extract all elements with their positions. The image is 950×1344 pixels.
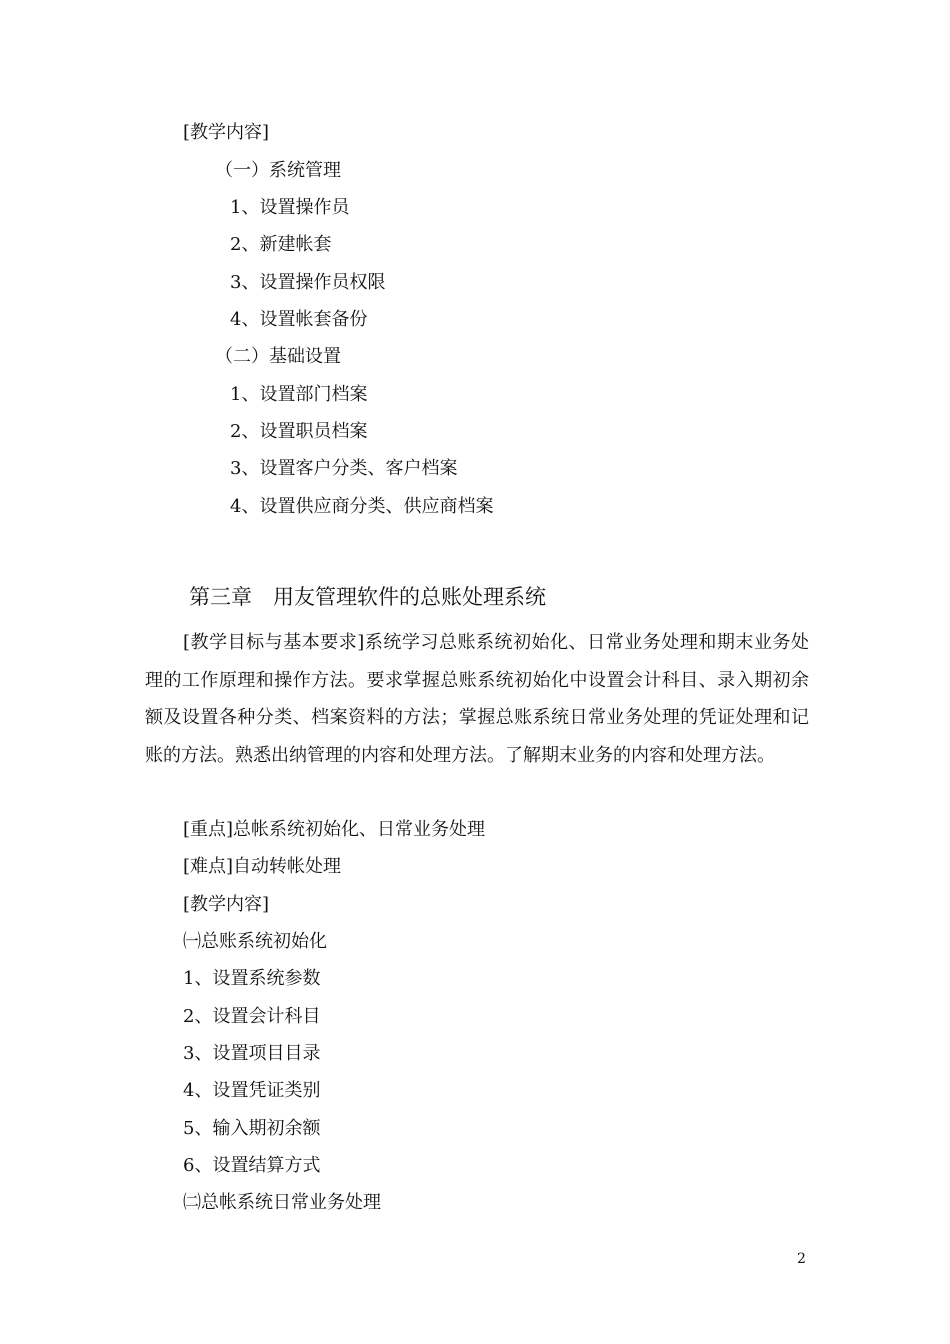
list-item: 3、设置操作员权限	[230, 272, 386, 293]
list-item: 1、设置部门档案	[230, 384, 368, 405]
section-heading: [教学内容]	[183, 122, 270, 143]
list-item: 4、设置供应商分类、供应商档案	[230, 496, 494, 517]
group-title-basic-settings: （二）基础设置	[215, 346, 341, 367]
list-item: 1、设置系统参数	[183, 968, 321, 989]
list-item: 2、新建帐套	[230, 234, 332, 255]
list-item: 3、设置项目目录	[183, 1043, 321, 1064]
list-item: 4、设置凭证类别	[183, 1080, 321, 1101]
key-points: [重点]总帐系统初始化、日常业务处理	[183, 819, 486, 840]
list-item: 2、设置会计科目	[183, 1006, 321, 1027]
part-title-ledger-init: ㈠总账系统初始化	[183, 931, 327, 952]
group-title-system-management: （一）系统管理	[215, 160, 341, 181]
list-item: 4、设置帐套备份	[230, 309, 368, 330]
list-item: 3、设置客户分类、客户档案	[230, 458, 458, 479]
content-heading: [教学内容]	[183, 894, 270, 915]
objectives-paragraph: [教学目标与基本要求]系统学习总账系统初始化、日常业务处理和期末业务处理的工作原理和操作方法。要求掌握总账系统初始化中设置会计科目、录入期初余额及设置各种分类、档案资料的方法；掌握总账系统日常业务处理的凭证处理和记账的方法。熟悉出纳管理的内容和处理方法。了解期末业务的内容和处理方法。	[145, 632, 809, 766]
list-item: 1、设置操作员	[230, 197, 350, 218]
part-title-daily-business: ㈡总帐系统日常业务处理	[183, 1192, 381, 1213]
page-number: 2	[797, 1251, 806, 1267]
list-item: 2、设置职员档案	[230, 421, 368, 442]
list-item: 5、输入期初余额	[183, 1118, 321, 1139]
list-item: 6、设置结算方式	[183, 1155, 321, 1176]
difficulty: [难点]自动转帐处理	[183, 856, 342, 877]
chapter-title: 第三章 用友管理软件的总账处理系统	[189, 585, 546, 609]
